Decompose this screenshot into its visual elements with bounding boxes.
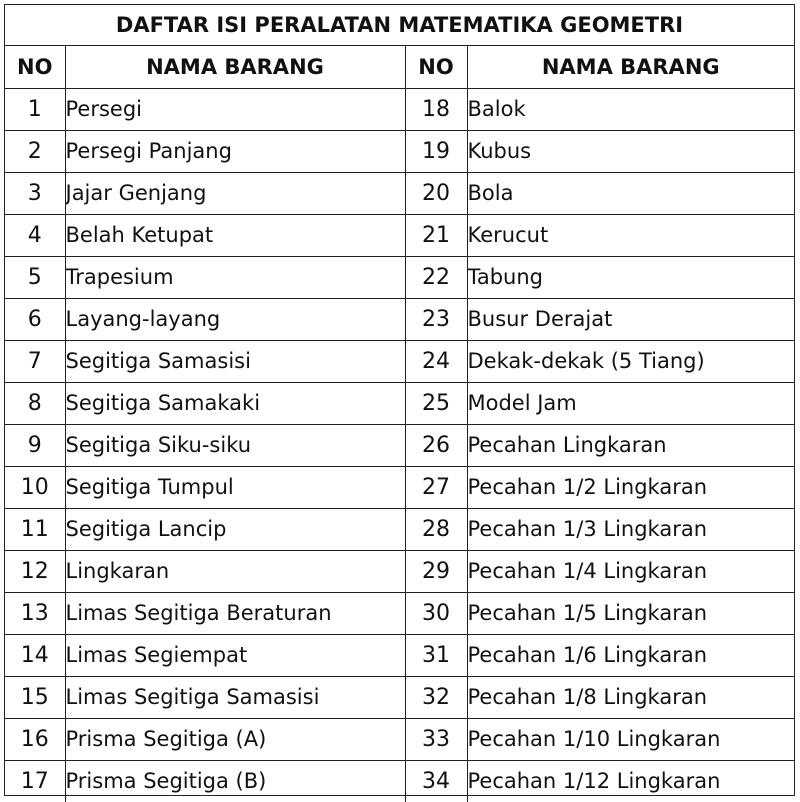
item-name-cell: Lingkaran [65,550,405,592]
header-name-right: NAMA BARANG [467,46,794,88]
item-name-cell: Busur Derajat [467,298,794,340]
item-number-cell: 15 [5,676,65,718]
table-row [5,214,794,256]
item-name-cell: Segitiga Samakaki [65,382,405,424]
item-name-cell: Limas Segitiga Beraturan [65,592,405,634]
table-row [5,466,794,508]
item-number-cell: 16 [5,718,65,760]
item-name-cell: Bola [467,172,794,214]
table-row [5,508,794,550]
item-name-cell: Pecahan 1/5 Lingkaran [467,592,794,634]
item-name-cell: Balok [467,88,794,130]
item-number-cell: 28 [405,508,467,550]
header-no-left: NO [5,46,65,88]
item-name-cell: Segitiga Siku-siku [65,424,405,466]
table-row [5,172,794,214]
item-number-cell: 5 [5,256,65,298]
item-name-cell: Kerucut [467,214,794,256]
item-name-cell: Model Jam [467,382,794,424]
item-number-cell: 24 [405,340,467,382]
item-number-cell: 11 [5,508,65,550]
item-number-cell: 20 [405,172,467,214]
item-name-cell: Pecahan 1/12 Lingkaran [467,760,794,802]
item-name-cell: Pecahan 1/8 Lingkaran [467,676,794,718]
item-number-cell: 7 [5,340,65,382]
item-number-cell: 13 [5,592,65,634]
item-number-cell: 12 [5,550,65,592]
item-number-cell: 6 [5,298,65,340]
item-number-cell: 3 [5,172,65,214]
item-name-cell: Persegi [65,88,405,130]
item-name-cell: Belah Ketupat [65,214,405,256]
item-number-cell: 22 [405,256,467,298]
item-name-cell: Layang-layang [65,298,405,340]
item-name-cell: Persegi Panjang [65,130,405,172]
item-number-cell: 23 [405,298,467,340]
item-name-cell: Limas Segitiga Samasisi [65,676,405,718]
table-row [5,592,794,634]
item-number-cell: 33 [405,718,467,760]
items-table-body [5,88,794,802]
item-number-cell: 27 [405,466,467,508]
header-name-left: NAMA BARANG [65,46,405,88]
table-row [5,256,794,298]
item-name-cell: Limas Segiempat [65,634,405,676]
item-name-cell: Jajar Genjang [65,172,405,214]
table-row [5,634,794,676]
item-name-cell: Segitiga Tumpul [65,466,405,508]
item-name-cell: Prisma Segitiga (A) [65,718,405,760]
item-number-cell: 31 [405,634,467,676]
item-name-cell: Pecahan 1/4 Lingkaran [467,550,794,592]
item-number-cell: 32 [405,676,467,718]
item-name-cell: Pecahan 1/3 Lingkaran [467,508,794,550]
item-number-cell: 4 [5,214,65,256]
item-name-cell: Pecahan 1/6 Lingkaran [467,634,794,676]
header-no-right: NO [405,46,467,88]
table-row [5,676,794,718]
item-name-cell: Segitiga Lancip [65,508,405,550]
table-row [5,88,794,130]
item-number-cell: 17 [5,760,65,802]
item-name-cell: Prisma Segitiga (B) [65,760,405,802]
item-number-cell: 29 [405,550,467,592]
item-number-cell: 1 [5,88,65,130]
item-number-cell: 25 [405,382,467,424]
item-number-cell: 30 [405,592,467,634]
item-name-cell: Pecahan Lingkaran [467,424,794,466]
item-number-cell: 34 [405,760,467,802]
item-number-cell: 8 [5,382,65,424]
item-name-cell: Trapesium [65,256,405,298]
inventory-sheet [4,4,795,796]
item-name-cell: Segitiga Samasisi [65,340,405,382]
table-row [5,718,794,760]
item-name-cell: Dekak-dekak (5 Tiang) [467,340,794,382]
item-number-cell: 21 [405,214,467,256]
table-row [5,382,794,424]
table-row [5,298,794,340]
item-number-cell: 19 [405,130,467,172]
item-name-cell: Kubus [467,130,794,172]
item-number-cell: 2 [5,130,65,172]
sheet-title: DAFTAR ISI PERALATAN MATEMATIKA GEOMETRI [5,5,794,46]
item-number-cell: 18 [405,88,467,130]
item-number-cell: 10 [5,466,65,508]
table-row [5,340,794,382]
table-row [5,424,794,466]
item-name-cell: Pecahan 1/2 Lingkaran [467,466,794,508]
table-row [5,550,794,592]
items-table [5,46,794,802]
item-name-cell: Pecahan 1/10 Lingkaran [467,718,794,760]
item-number-cell: 26 [405,424,467,466]
header-row [5,46,794,88]
item-number-cell: 14 [5,634,65,676]
table-row [5,130,794,172]
item-number-cell: 9 [5,424,65,466]
item-name-cell: Tabung [467,256,794,298]
table-row [5,760,794,802]
